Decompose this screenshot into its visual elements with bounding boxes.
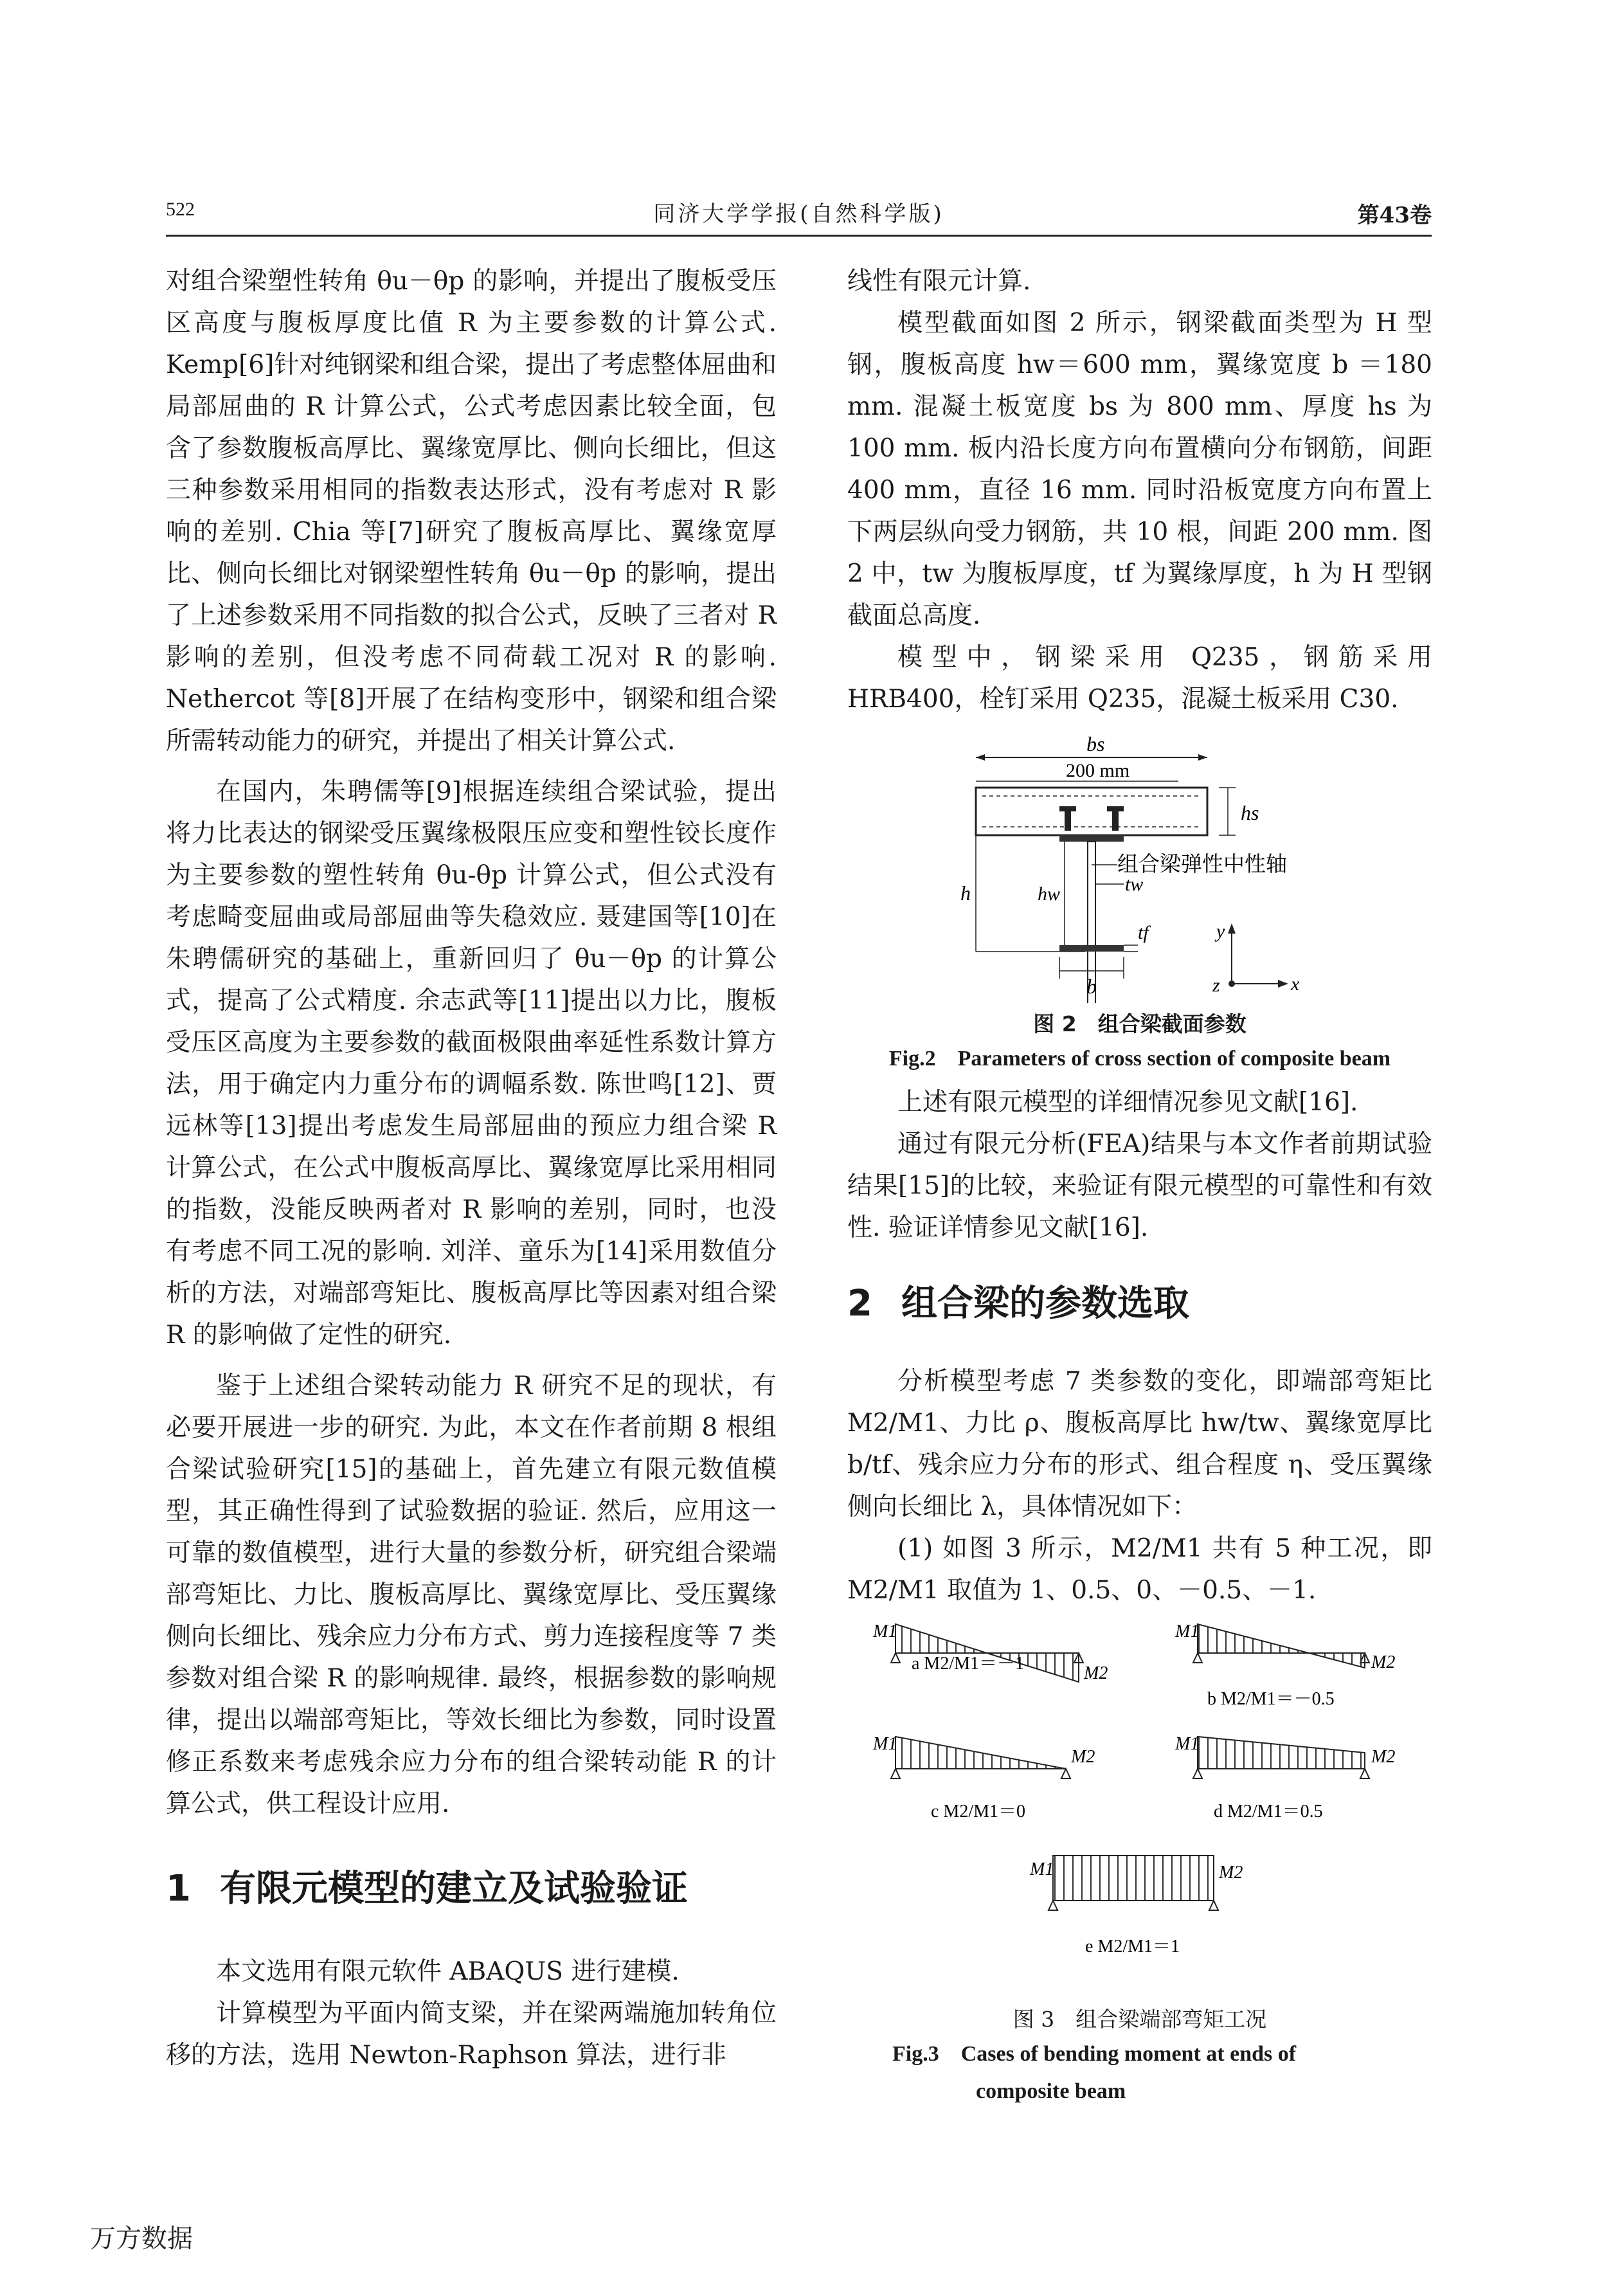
label-bs: bs — [1086, 733, 1105, 755]
label-y-axis: y — [1216, 921, 1225, 942]
volume-label: 第43卷 — [1357, 203, 1432, 228]
label-tw: tw — [1125, 874, 1144, 895]
sub-c: c M2/M1＝0 — [931, 1802, 1026, 1821]
paragraph-r-2: 模型截面如图 2 所示，钢梁截面类型为 H 型钢，腹板高度 hw＝600 mm，翼缘宽度 b ＝180 mm. 混凝土板宽度 bs 为 800 mm、厚度 hs 为 100 mm. 板内沿长度方向布置横向分布钢筋，间距 400 mm，直径 16 mm. 同时沿板宽度方向布置上下两层纵向受力钢筋，共 10 根，间距 200 mm. 图 2 中，tw 为腹板厚度，tf 为翼缘厚度，h 为 H 型钢截面总高度. — [847, 309, 1432, 630]
figure-3-caption-cn: 图 3 组合梁端部弯矩工况 — [1013, 2007, 1267, 2032]
label-c-m1: M1 — [873, 1734, 897, 1754]
diagram-e — [1029, 1856, 1243, 1957]
diagram-b — [1174, 1622, 1395, 1709]
label-a-m2: M2 — [1084, 1663, 1108, 1683]
diagram-c — [872, 1734, 1095, 1821]
figure-3-caption-en — [847, 2036, 1432, 2110]
right-column — [847, 260, 1432, 2110]
section-2-number: 2 — [847, 1283, 872, 1324]
journal-title: 同济大学学报(自然科学版) — [653, 201, 944, 227]
label-hs: hs — [1241, 801, 1259, 824]
figure-3-caption-en-line1: Fig.3 Cases of bending moment at ends of — [892, 2042, 1297, 2066]
label-d-m1: M1 — [1175, 1734, 1200, 1754]
label-spacing: 200 mm — [1066, 760, 1130, 781]
paragraph-r-6: 分析模型考虑 7 类参数的变化，即端部弯矩比 M2/M1、力比 ρ、腹板高厚比 hw/tw、翼缘宽厚比 b/tf、残余应力分布的形式、组合程度 η、受压翼缘侧向长细比 λ，具体情况如下： — [847, 1367, 1432, 1521]
label-hw: hw — [1038, 883, 1061, 905]
section-1-title: 有限元模型的建立及试验验证 — [220, 1868, 688, 1910]
paragraph-intro-2: 在国内，朱聘儒等[9]根据连续组合梁试验，提出将力比表达的钢梁受压翼缘极限压应变和塑性铰长度作为主要参数的塑性转角 θu-θp 计算公式，但公式没有考虑畸变屈曲或局部屈曲等失稳效应. 聂建国等[10]在朱聘儒研究的基础上，重新回归了 θu－θp 的计算公式，提高了公式精度. 余志武等[11]提出以力比，腹板受压区高度为主要参数的截面极限曲率延性系数计算方法，用于确定内力重分布的调幅系数. 陈世鸣[12]、贾远林等[13]提出考虑发生局部屈曲的预应力组合梁 R 计算公式，在公式中腹板高厚比、翼缘宽厚比采用相同的指数，没能反映两者对 R 影响的差别，同时，也没有考虑不同工况的影响. 刘洋、童乐为[14]采用数值分析的方法，对端部弯矩比、腹板高厚比等因素对组合梁 R 的影响做了定性的研究. — [166, 777, 777, 1350]
running-header — [166, 196, 1432, 237]
label-a-m1: M1 — [873, 1622, 897, 1641]
label-b-m1: M1 — [1175, 1622, 1200, 1641]
diagram-d — [1174, 1734, 1395, 1821]
paragraph-r-3: 模型中，钢梁采用 Q235，钢筋采用 HRB400，栓钉采用 Q235，混凝土板采用 C30. — [847, 643, 1432, 714]
label-d-m2: M2 — [1371, 1747, 1396, 1767]
bending-moment-diagrams — [847, 1618, 1432, 2003]
paragraph-intro-3: 鉴于上述组合梁转动能力 R 研究不足的现状，有必要开展进一步的研究. 为此，本文在作者前期 8 根组合梁试验研究[15]的基础上，首先建立有限元数值模型，其正确性得到了试验数据的验证. 然后，应用这一可靠的数值模型，进行大量的参数分析，研究组合梁端部弯矩比、力比、腹板高厚比、翼缘宽厚比、受压翼缘侧向长细比、残余应力分布方式、剪力连接程度等 7 类参数对组合梁 R 的影响规律. 最终，根据参数的影响规律，提出以端部弯矩比，等效长细比为参数，同时设置修正系数来考虑残余应力分布的组合梁转动能 R 的计算公式，供工程设计应用. — [166, 1371, 777, 1818]
figure-3 — [847, 1618, 1432, 2003]
figure-2 — [847, 733, 1432, 1003]
section-1-heading — [166, 1863, 777, 1915]
diagram-a — [872, 1622, 1108, 1683]
section-2-heading — [847, 1278, 1432, 1330]
figure-2-caption-cn: 图 2 组合梁截面参数 — [1033, 1011, 1246, 1036]
paragraph-r-5: 通过有限元分析(FEA)结果与本文作者前期试验结果[15]的比较，来验证有限元模型的可靠性和有效性. 验证详情参见文献[16]. — [847, 1130, 1432, 1242]
sub-d: d M2/M1＝0.5 — [1214, 1802, 1323, 1821]
sub-b: b M2/M1＝－0.5 — [1207, 1689, 1335, 1709]
paragraph-s1-2: 计算模型为平面内简支梁，并在梁两端施加转角位移的方法，选用 Newton-Raphson 算法，进行非 — [166, 1999, 777, 2070]
cross-section-diagram — [847, 733, 1432, 1003]
label-e-m2: M2 — [1219, 1863, 1243, 1883]
label-z-axis: z — [1212, 975, 1220, 996]
figure-3-caption-en-line2: composite beam — [976, 2079, 1126, 2103]
label-e-m1: M1 — [1030, 1859, 1054, 1879]
label-c-m2: M2 — [1071, 1747, 1095, 1767]
label-b-m2: M2 — [1371, 1652, 1396, 1672]
page-number: 522 — [166, 199, 195, 220]
figure-2-caption-en: Fig.2 Parameters of cross section of composite beam — [888, 1047, 1391, 1071]
label-neutral-axis: 组合梁弹性中性轴 — [1117, 853, 1287, 876]
left-column — [166, 260, 777, 2076]
label-b: b — [1086, 975, 1097, 998]
sub-e: e M2/M1＝1 — [1085, 1937, 1180, 1957]
paragraph-r-1: 线性有限元计算. — [847, 267, 1031, 296]
sub-a: a M2/M1＝－1 — [912, 1654, 1025, 1674]
label-x-axis: x — [1291, 973, 1300, 995]
paragraph-r-4: 上述有限元模型的详细情况参见文献[16]. — [897, 1088, 1358, 1117]
footer-watermark: 万方数据 — [90, 2224, 193, 2254]
label-h: h — [960, 881, 971, 905]
paragraph-r-7: (1) 如图 3 所示，M2/M1 共有 5 种工况，即 M2/M1 取值为 1、0.5、0、－0.5、－1. — [847, 1534, 1432, 1605]
section-2-title: 组合梁的参数选取 — [901, 1283, 1189, 1324]
label-tf: tf — [1138, 922, 1149, 943]
paragraph-s1-1: 本文选用有限元软件 ABAQUS 进行建模. — [216, 1957, 680, 1986]
paragraph-intro-1: 对组合梁塑性转角 θu－θp 的影响，并提出了腹板受压区高度与腹板厚度比值 R 为主要参数的计算公式. Kemp[6]针对纯钢梁和组合梁，提出了考虑整体屈曲和局部屈曲的 R 计算公式，公式考虑因素比较全面，包含了参数腹板高厚比、翼缘宽厚比、侧向长细比，但这三种参数采用相同的指数表达形式，没有考虑对 R 影响的差别. Chia 等[7]研究了腹板高厚比、翼缘宽厚比、侧向长细比对钢梁塑性转角 θu－θp 的影响，提出了上述参数采用不同指数的拟合公式，反映了三者对 R 影响的差别，但没考虑不同荷载工况对 R 的影响. Nethercot 等[8]开展了在结构变形中，钢梁和组合梁所需转动能力的研究，并提出了相关计算公式. — [166, 267, 777, 755]
section-1-number: 1 — [166, 1868, 191, 1910]
